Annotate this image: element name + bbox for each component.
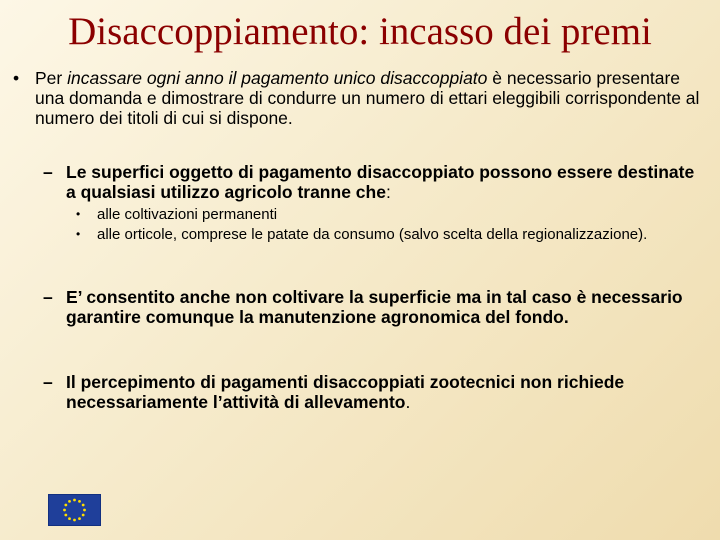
subpoint-2-text: alle orticole, comprese le patate da consumo (salvo scelta della regionalizzazione). [97, 226, 648, 243]
eu-star [63, 509, 66, 512]
point-3-main: Il percepimento di pagamenti disaccoppiati zootecnici non richiede necessariamente l’attività di allevamento [66, 372, 625, 412]
small-bullet-icon: • [76, 207, 81, 221]
eu-star [64, 514, 67, 517]
point-2-text: E’ consentito anche non coltivare la superficie ma in tal caso è necessario garantire comunque la manutenzione agronomica del fondo. [66, 287, 683, 327]
point-1-text [66, 162, 703, 202]
eu-star [83, 509, 86, 512]
point-3-text [66, 372, 703, 412]
point-2 [43, 287, 703, 327]
bullet-icon: • [13, 68, 20, 88]
eu-star [82, 514, 85, 517]
eu-star [82, 504, 85, 507]
point-3 [43, 372, 703, 412]
eu-star [73, 499, 76, 502]
slide-title: Disaccoppiamento: incasso dei premi [68, 10, 652, 53]
eu-star [64, 504, 67, 507]
point-3-tail: . [405, 392, 411, 412]
subpoint-1-text: alle coltivazioni permanenti [97, 206, 278, 223]
eu-flag-logo [48, 494, 101, 526]
eu-stars-icon [49, 495, 100, 525]
eu-star [68, 500, 71, 503]
dash-icon: – [43, 162, 53, 182]
dash-icon: – [43, 287, 53, 307]
point-1 [43, 162, 703, 202]
intro-text-post: è necessario presentare una domanda e dimostrare di condurre un numero di ettari eleggibili corrispondente al numero dei titoli di cui si dispone. [35, 68, 700, 128]
intro-text [35, 68, 703, 128]
eu-star [78, 517, 81, 520]
eu-star [78, 500, 81, 503]
eu-star [73, 519, 76, 522]
subpoint-1 [76, 205, 676, 224]
subpoint-2 [76, 225, 676, 244]
dash-icon: – [43, 372, 53, 392]
small-bullet-icon: • [76, 227, 81, 241]
intro-text-italic: incassare ogni anno il pagamento unico disaccoppiato [67, 68, 488, 88]
eu-star [68, 517, 71, 520]
point-1-tail: : [385, 182, 391, 202]
intro-text-pre: Per [35, 68, 68, 88]
intro-bullet [13, 68, 703, 128]
point-1-main: Le superfici oggetto di pagamento disaccoppiato possono essere destinate a qualsiasi utilizzo agricolo tranne che [66, 162, 695, 202]
